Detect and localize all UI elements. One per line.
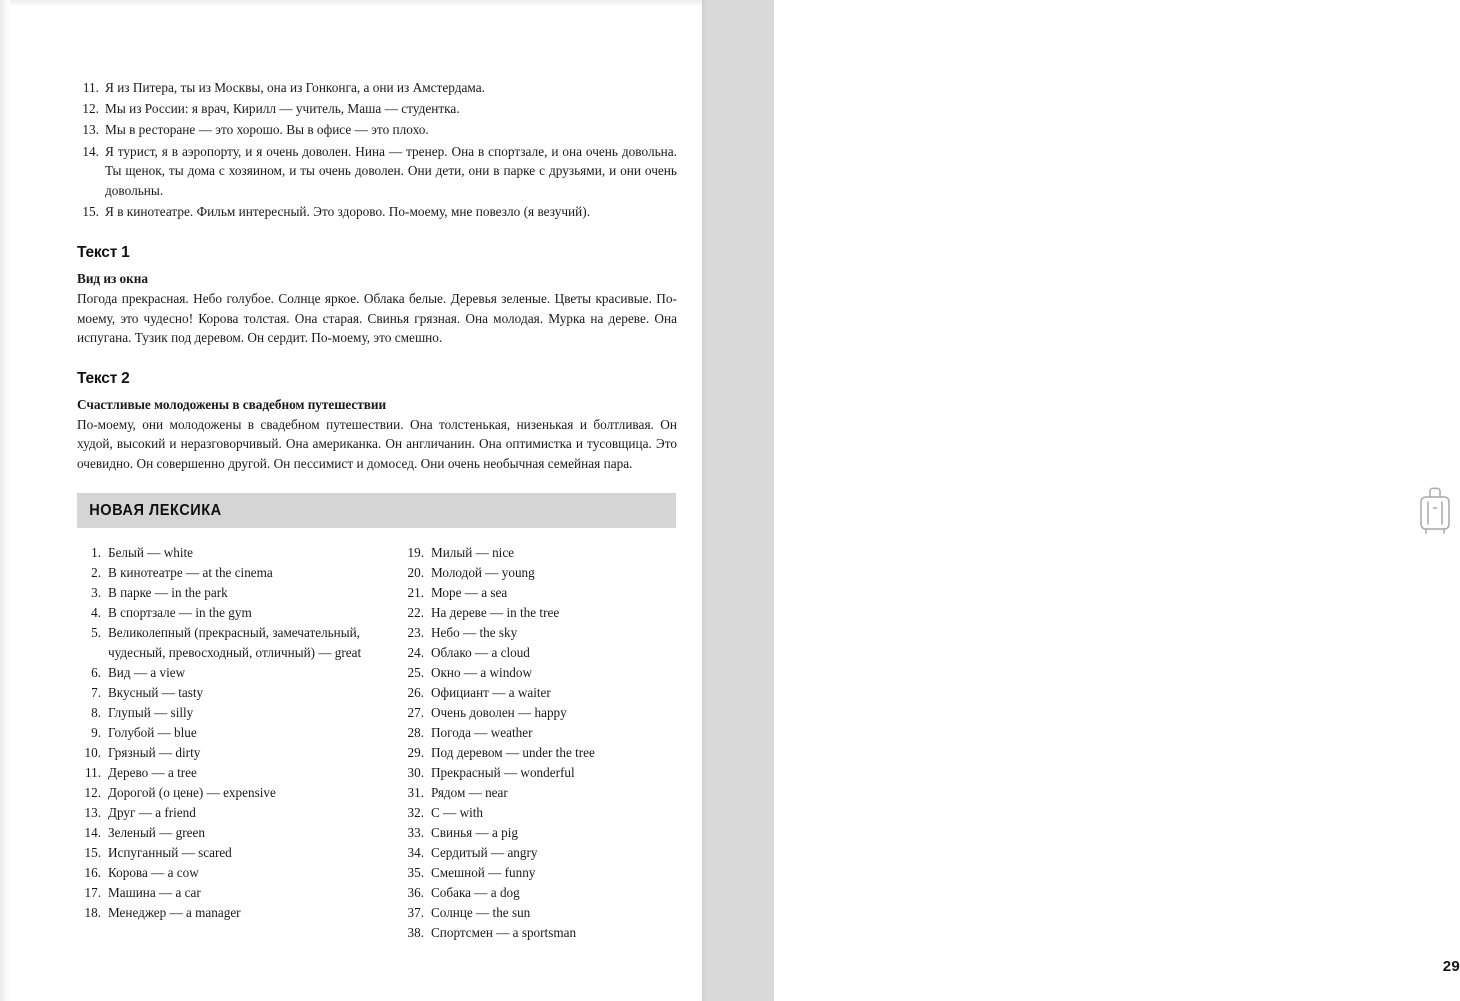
section-title-text-2: Текст 2 xyxy=(77,369,130,387)
list-item-text: Я в кинотеатре. Фильм интересный. Это здорово. По-моему, мне повезло (я везучий). xyxy=(105,204,591,220)
list-item xyxy=(400,743,697,763)
list-item xyxy=(400,783,697,803)
list-item-text: В кинотеатре — at the cinema xyxy=(108,565,273,580)
list-item xyxy=(77,763,374,783)
list-item-number: 32. xyxy=(407,805,424,820)
list-item xyxy=(400,643,697,663)
list-item-number: 15. xyxy=(82,204,99,220)
list-item-number: 6. xyxy=(91,665,101,680)
list-item xyxy=(400,583,697,603)
list-item xyxy=(400,823,697,843)
list-item-text: Белый — white xyxy=(108,545,194,560)
list-item-text: Менеджер — a manager xyxy=(108,905,241,920)
list-item-number: 19. xyxy=(407,545,424,560)
list-item xyxy=(77,120,677,140)
list-item xyxy=(77,563,374,583)
list-item-number: 30. xyxy=(407,765,424,780)
list-item-text: Вид — a view xyxy=(108,665,186,680)
list-item xyxy=(400,603,697,623)
list-item xyxy=(400,863,697,883)
list-item-number: 13. xyxy=(82,122,99,138)
vocabulary-right-column xyxy=(400,543,697,943)
exercise-list xyxy=(77,78,677,222)
subtitle-text-2: Счастливые молодожены в свадебном путешествии xyxy=(77,396,387,412)
list-item-text: Свинья — a pig xyxy=(431,825,519,840)
list-item xyxy=(77,99,677,119)
list-item-number: 21. xyxy=(407,585,424,600)
list-item-number: 36. xyxy=(407,885,424,900)
list-item-number: 11. xyxy=(85,765,101,780)
list-item-text: Под деревом — under the tree xyxy=(431,745,595,760)
list-item-text: Великолепный (прекрасный, замечательный, чудесный, превосходный, отличный) — great xyxy=(108,625,362,660)
list-item xyxy=(400,683,697,703)
vocabulary-list-right xyxy=(400,543,697,943)
list-item-number: 31. xyxy=(407,785,424,800)
list-item-number: 14. xyxy=(84,825,101,840)
list-item-text: Прекрасный — wonderful xyxy=(431,765,575,780)
list-item xyxy=(77,843,374,863)
list-item xyxy=(400,803,697,823)
list-item-text: Милый — nice xyxy=(431,545,515,560)
list-item-text: На дереве — in the tree xyxy=(431,605,560,620)
list-item-number: 15. xyxy=(84,845,101,860)
list-item-number: 14. xyxy=(82,143,99,159)
list-item-text: В парке — in the park xyxy=(108,585,228,600)
body-paragraph-text-1: Погода прекрасная. Небо голубое. Солнце яркое. Облака белые. Деревья зеленые. Цветы красивые. По-моему, это чудесно! Корова толстая. Она старая. Свинья грязная. Она молодая. Мурка на дереве. Она испугана. Тузик под деревом. Он сердит. По-моему, это смешно. xyxy=(77,290,677,346)
list-item-text: Облако — a cloud xyxy=(431,645,530,660)
list-item xyxy=(77,743,374,763)
list-item xyxy=(400,703,697,723)
list-item-text: Молодой — young xyxy=(431,565,535,580)
page-number: 29 xyxy=(1442,958,1460,975)
list-item-text: Друг — a friend xyxy=(108,805,196,820)
list-item-text: Собака — a dog xyxy=(431,885,520,900)
list-item xyxy=(77,723,374,743)
scan-edge-top xyxy=(0,0,774,6)
list-item-number: 13. xyxy=(84,805,101,820)
list-item xyxy=(77,623,374,663)
list-item xyxy=(400,923,697,943)
list-item-number: 3. xyxy=(91,585,101,600)
list-item-number: 23. xyxy=(407,625,424,640)
list-item-text: Мы из России: я врач, Кирилл — учитель, Маша — студентка. xyxy=(105,101,460,117)
list-item-number: 22. xyxy=(407,605,424,620)
list-item-text: Зеленый — green xyxy=(108,825,205,840)
list-item-number: 17. xyxy=(84,885,101,900)
list-item-text: Вкусный — tasty xyxy=(108,685,204,700)
list-item-text: Корова — a cow xyxy=(108,865,199,880)
list-item-number: 28. xyxy=(407,725,424,740)
list-item xyxy=(77,823,374,843)
list-item xyxy=(400,903,697,923)
list-item xyxy=(400,623,697,643)
list-item xyxy=(77,863,374,883)
list-item-text: Небо — the sky xyxy=(431,625,518,640)
list-item-number: 2. xyxy=(91,565,101,580)
list-item xyxy=(77,883,374,903)
list-item-text: Я из Питера, ты из Москвы, она из Гонконга, а они из Амстердама. xyxy=(105,80,485,95)
list-item-number: 5. xyxy=(91,625,101,640)
list-item xyxy=(77,703,374,723)
list-item-number: 35. xyxy=(407,865,424,880)
list-item-number: 10. xyxy=(84,745,101,760)
list-item xyxy=(400,763,697,783)
list-item-text: Машина — a car xyxy=(108,885,201,900)
list-item xyxy=(77,543,374,563)
list-item-text: Испуганный — scared xyxy=(108,845,232,860)
list-item-number: 7. xyxy=(91,685,101,700)
list-item xyxy=(77,783,374,803)
list-item xyxy=(77,903,374,923)
list-item-text: В спортзале — in the gym xyxy=(108,605,252,620)
list-item-number: 26. xyxy=(407,685,424,700)
list-item-text: Очень доволен — happy xyxy=(431,705,567,720)
section-title-text-1: Текст 1 xyxy=(77,243,130,261)
list-item-text: Глупый — silly xyxy=(108,705,194,720)
list-item-number: 16. xyxy=(84,865,101,880)
list-item-text: Мы в ресторане — это хорошо. Вы в офисе — это плохо. xyxy=(105,122,429,138)
list-item-number: 29. xyxy=(407,745,424,760)
list-item xyxy=(400,843,697,863)
list-item-text: Погода — weather xyxy=(431,725,533,740)
vocabulary-columns xyxy=(77,543,697,943)
list-item-text: Грязный — dirty xyxy=(108,745,201,760)
list-item-text: Спортсмен — a sportsman xyxy=(431,925,577,940)
list-item-text: Окно — a window xyxy=(431,665,533,680)
list-item xyxy=(77,603,374,623)
list-item-number: 38. xyxy=(407,925,424,940)
vocabulary-left-column xyxy=(77,543,374,943)
list-item-text: С — with xyxy=(431,805,484,820)
list-item-text: Смешной — funny xyxy=(431,865,536,880)
vocabulary-list-left xyxy=(77,543,374,923)
vocabulary-banner xyxy=(77,493,676,528)
list-item-text: Я турист, я в аэропорту, и я очень доволен. Нина — тренер. Она в спортзале, и она очень довольна. Ты щенок, ты дома с хозяином, и ты очень доволен. Они дети, они в парке с друзьями, и они очень довольны. xyxy=(105,143,677,199)
subtitle-text-1: Вид из окна xyxy=(77,270,148,286)
suitcase-icon xyxy=(1411,484,1459,540)
list-item-number: 33. xyxy=(407,825,424,840)
content-column xyxy=(77,78,677,473)
list-item-number: 11. xyxy=(82,80,99,95)
list-item xyxy=(400,563,697,583)
list-item xyxy=(77,78,677,98)
list-item-number: 12. xyxy=(84,785,101,800)
list-item-text: Голубой — blue xyxy=(108,725,197,740)
list-item xyxy=(77,583,374,603)
list-item-number: 9. xyxy=(91,725,101,740)
list-item-text: Дорогой (о цене) — expensive xyxy=(108,785,276,800)
list-item xyxy=(400,663,697,683)
list-item xyxy=(77,803,374,823)
list-item xyxy=(77,663,374,683)
list-item-number: 12. xyxy=(82,101,99,117)
list-item-text: Море — a sea xyxy=(431,585,508,600)
list-item-number: 24. xyxy=(407,645,424,660)
list-item-number: 37. xyxy=(407,905,424,920)
list-item xyxy=(400,883,697,903)
margin-band xyxy=(702,0,1460,1001)
list-item-text: Солнце — the sun xyxy=(431,905,531,920)
scan-edge-left xyxy=(0,0,10,1001)
list-item-number: 25. xyxy=(407,665,424,680)
list-item-number: 18. xyxy=(84,905,101,920)
list-item xyxy=(77,142,677,201)
body-paragraph-text-2: По-моему, они молодожены в свадебном путешествии. Она толстенькая, низенькая и болтливая. Он худой, высокий и неразговорчивый. Она американка. Он англичанин. Она оптимистка и тусовщица. Это очевидно. Он совершенно другой. Он пессимист и домосед. Они очень необычная семейная пара. xyxy=(77,416,677,471)
list-item-number: 4. xyxy=(91,605,101,620)
list-item xyxy=(77,202,677,222)
list-item-text: Дерево — a tree xyxy=(108,765,197,780)
list-item-number: 27. xyxy=(407,705,424,720)
list-item xyxy=(400,543,697,563)
list-item xyxy=(77,683,374,703)
vocabulary-banner-label: НОВАЯ ЛЕКСИКА xyxy=(89,501,222,519)
list-item-number: 8. xyxy=(91,705,101,720)
list-item-text: Рядом — near xyxy=(431,785,508,800)
list-item-number: 1. xyxy=(91,545,101,560)
list-item xyxy=(400,723,697,743)
list-item-text: Официант — a waiter xyxy=(431,685,551,700)
list-item-number: 20. xyxy=(407,565,424,580)
list-item-text: Сердитый — angry xyxy=(431,845,538,860)
list-item-number: 34. xyxy=(407,845,424,860)
